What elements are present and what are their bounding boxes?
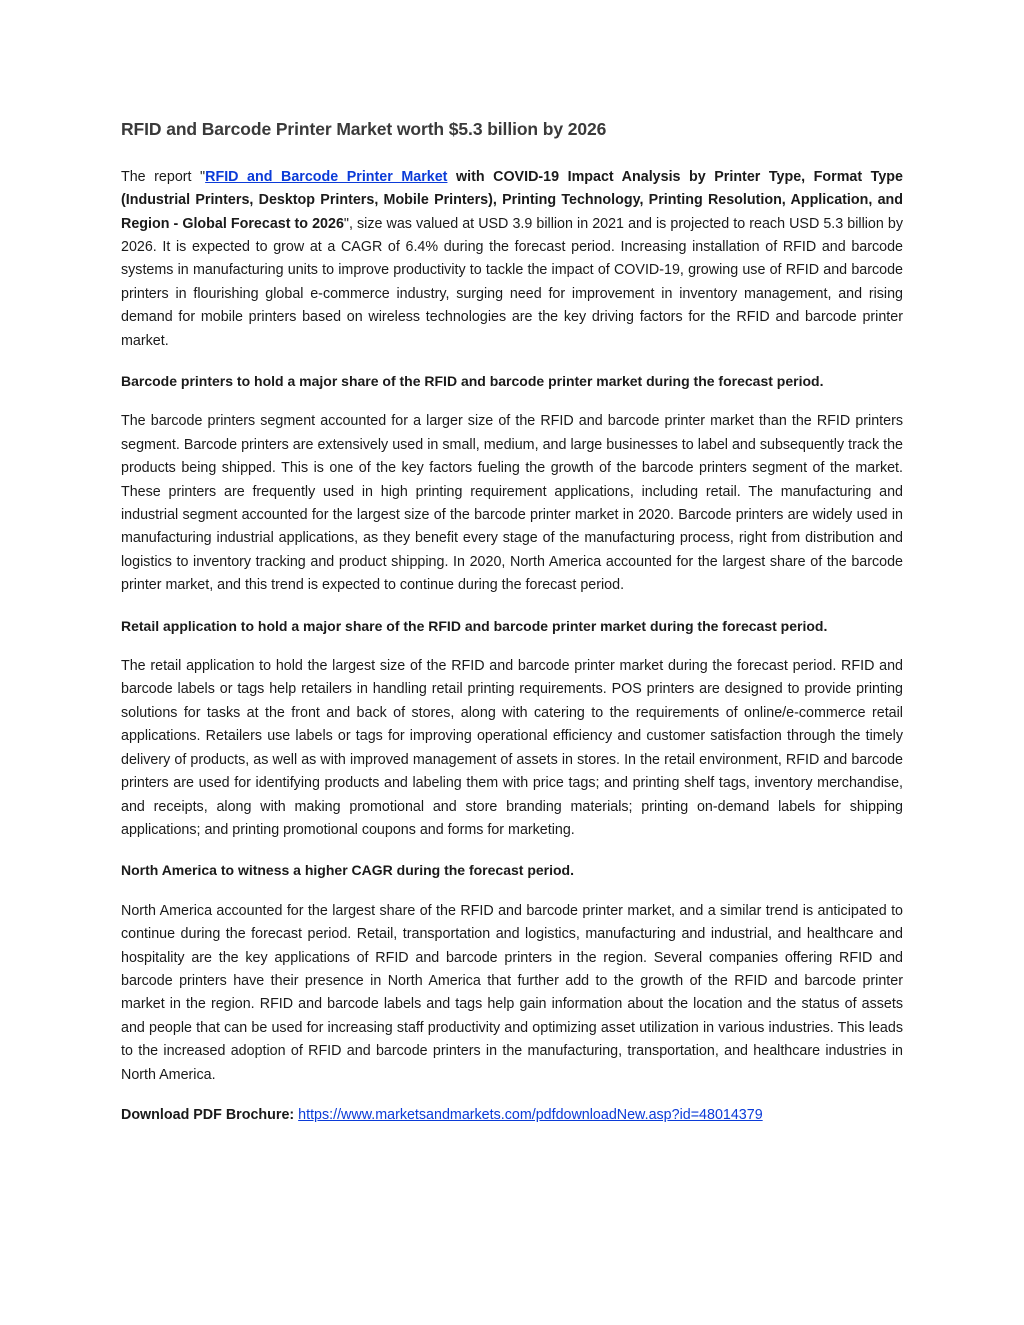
download-label: Download PDF Brochure: <box>121 1106 295 1123</box>
intro-prefix: The report " <box>121 168 206 185</box>
download-line <box>121 1104 903 1127</box>
document-title: RFID and Barcode Printer Market worth $5.3 billion by 2026 <box>121 119 607 139</box>
section-body-retail: The retail application to hold the largest size of the RFID and barcode printer market during the forecast period. RFID and barcode labels or tags help retailers in handling retail printing requirements. POS printers are designed to provide printing solutions for tasks at the front and back of stores, along with catering to the requirements of online/e-commerce retail applications. Retailers use labels or tags for improving operational efficiency and customer satisfaction through the timely delivery of products, as well as with improved management of assets in stores. In the retail environment, RFID and barcode printers are used for identifying products and labeling them with price tags; and printing shelf tags, inventory merchandise, and receipts, along with making promotional and store branding materials; printing on-demand labels for shipping applications; and printing promotional coupons and forms for marketing. <box>121 658 903 838</box>
section-body-north-america: North America accounted for the largest share of the RFID and barcode printer market, and a similar trend is anticipated to continue during the forecast period. Retail, transportation and logistics, manufacturing and industrial, and healthcare and hospitality are the key applications of RFID and barcode printers in the region. Several companies offering RFID and barcode printers have their presence in North America that further add to the growth of the RFID and barcode printer market in the region. RFID and barcode labels and tags help gain information about the location and the status of assets and people that can be used for increasing staff productivity and optimizing asset utilization in various industries. This leads to the increased adoption of RFID and barcode printers in the manufacturing, transportation, and healthcare industries in North America. <box>121 902 903 1083</box>
report-link[interactable]: RFID and Barcode Printer Market <box>205 168 448 185</box>
section-heading-retail: Retail application to hold a major share of the RFID and barcode printer market during the forecast period. <box>121 617 828 634</box>
intro-rest: ", size was valued at USD 3.9 billion in 2021 and is projected to reach USD 5.3 billion by 2026. It is expected to grow at a CAGR of 6.4% during the forecast period. Increasing installation of RFID and barcode systems in manufacturing units to improve productivity to tackle the impact of COVID-19, growing use of RFID and barcode printers in flourishing global e-commerce industry, surging need for improvement in inventory management, and rising demand for mobile printers based on wireless technologies are the key driving factors for the RFID and barcode printer market. <box>121 215 903 349</box>
section-heading-barcode: Barcode printers to hold a major share of the RFID and barcode printer market during the forecast period. <box>121 373 824 389</box>
intro-bold-text: with COVID-19 Impact Analysis by Printer Type, Format Type (Industrial Printers, Desktop Printers, Mobile Printers), Printing Technology, Printing Resolution, Application, and Region - Global Forecast to 2026 <box>121 168 903 232</box>
document-page <box>121 118 903 1127</box>
section-heading-north-america: North America to witness a higher CAGR during the forecast period. <box>121 862 574 879</box>
section-body-barcode: The barcode printers segment accounted for a larger size of the RFID and barcode printer market than the RFID printers segment. Barcode printers are extensively used in small, medium, and large businesses to label and subsequently track the products being shipped. This is one of the key factors fueling the growth of the barcode printers segment of the market. These printers are frequently used in high printing requirement applications, including retail. The manufacturing and industrial segment accounted for the largest size of the barcode printer market in 2020. Barcode printers are widely used in manufacturing industrial applications, as they benefit every stage of the manufacturing process, right from distribution and logistics to inventory tracking and product shipping. In 2020, North America accounted for the largest share of the barcode printer market, and this trend is expected to continue during the forecast period. <box>121 413 903 594</box>
intro-paragraph <box>121 166 903 353</box>
download-pdf-link[interactable]: https://www.marketsandmarkets.com/pdfdownloadNew.asp?id=48014379 <box>298 1106 763 1123</box>
